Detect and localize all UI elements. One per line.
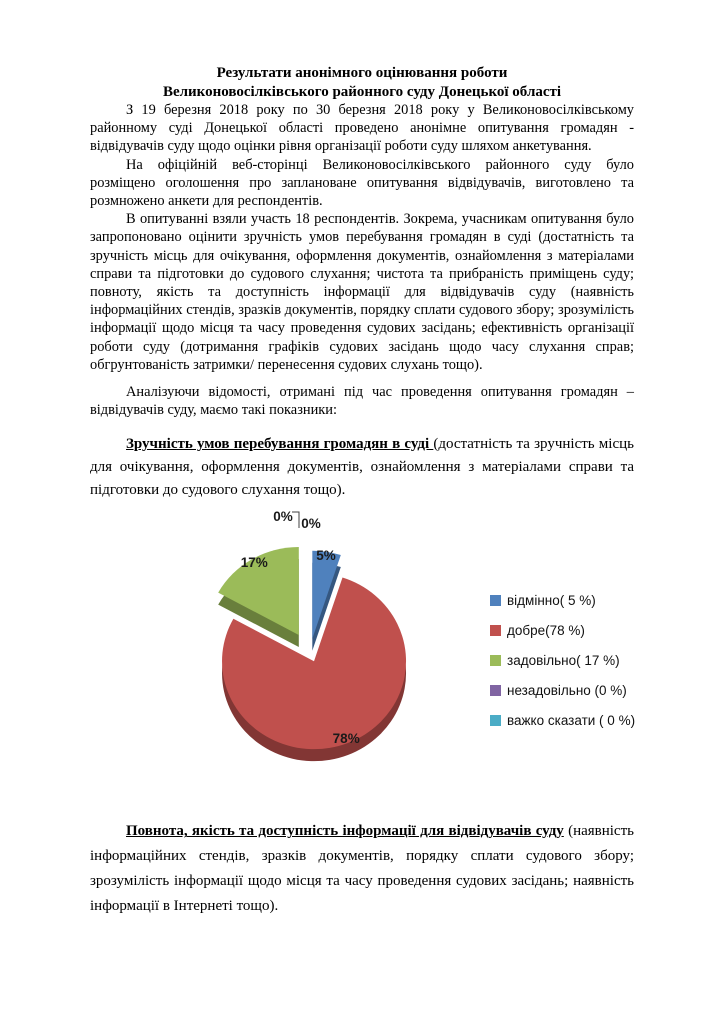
section-convenience-rest: (достатність та зручність місць для очікування, оформлення документів, ознайомлення з матеріалами справи та підготовки до судового слухання тощо). xyxy=(90,436,634,499)
legend-swatch-icon xyxy=(490,655,501,666)
section-information-heading: Повнота, якість та доступність інформації для відвідувачів суду xyxy=(126,823,564,840)
survey-pie-chart xyxy=(90,507,634,799)
paragraph-respondents: В опитуванні взяли участь 18 респондентів. Зокрема, учасникам опитування було запропоновано оцінити зручність умов перебування громадян в суді (достатність та зручність місць для очікування, оформлення документів, ознайомлення з матеріалами справи та підготовки до судового слухання; чистота та прибраність приміщень суду; повноту, якість та доступність інформації для відвідувачів суду (наявність інформаційних стендів, зразків документів, порядку сплати судового збору; зрозумілість інформації щодо місця та часу проведення судових засідань; ефективність організації роботи суду (дотримання графіків судових засідань щодо часу слухання справ; обгрунтованість затримки/ перенесення судових слухань тощо). xyxy=(90,211,634,373)
legend-item xyxy=(490,593,635,608)
legend-label: важко сказати ( 0 %) xyxy=(507,713,636,729)
zero-percent-label: 0% xyxy=(301,516,321,532)
section-information xyxy=(90,819,634,919)
chart-legend xyxy=(490,593,635,743)
legend-label: задовільно( 17 %) xyxy=(507,653,620,669)
legend-swatch-icon xyxy=(490,685,501,696)
legend-swatch-icon xyxy=(490,625,501,636)
legend-item xyxy=(490,713,635,728)
legend-label: добре(78 %) xyxy=(507,623,585,639)
paragraph-survey-period: З 19 березня 2018 року по 30 березня 2018 року у Великоновосілківському районному суді Донецької області проведено анонімне опитування громадян - відвідувачів суду щодо оцінки рівня організації роботи суду шляхом анкетування. xyxy=(90,102,634,155)
paragraph-announcement: На офіційній веб-сторінці Великоновосілківського районного суду було розміщено оголошення про заплановане опитування відвідувачів, виготовлено та розмножено анкети для респондентів. xyxy=(90,156,634,210)
leader-line xyxy=(292,512,299,528)
slice-percent-label: 17% xyxy=(240,555,268,571)
slice-percent-label: 5% xyxy=(316,548,336,564)
legend-item xyxy=(490,683,635,698)
document-title-line1: Результати анонімного оцінювання роботи xyxy=(216,65,508,81)
section-convenience-heading: Зручність умов перебування громадян в суді xyxy=(126,436,434,453)
section-information-rest: (наявність інформаційних стендів, зразків документів, порядку сплати судового збору; зрозумілість інформації щодо місця та часу проведення судових засідань; наявність інформації в Інтернеті тощо). xyxy=(90,823,634,915)
legend-label: відмінно( 5 %) xyxy=(507,593,596,609)
document-title-line2: Великоновосілківського районного суду Донецької області xyxy=(162,83,562,100)
legend-swatch-icon xyxy=(490,715,501,726)
legend-label: незадовільно (0 %) xyxy=(507,683,627,699)
legend-item xyxy=(490,623,635,638)
legend-swatch-icon xyxy=(490,595,501,606)
legend-item xyxy=(490,653,635,668)
zero-percent-label: 0% xyxy=(273,509,293,525)
section-convenience xyxy=(90,433,634,502)
paragraph-analysis-intro: Аналізуючи відомості, отримані під час проведення опитування громадян – відвідувачів суду, маємо такі показники: xyxy=(90,384,634,419)
pie-chart-canvas xyxy=(145,507,495,799)
slice-percent-label: 78% xyxy=(332,731,360,747)
